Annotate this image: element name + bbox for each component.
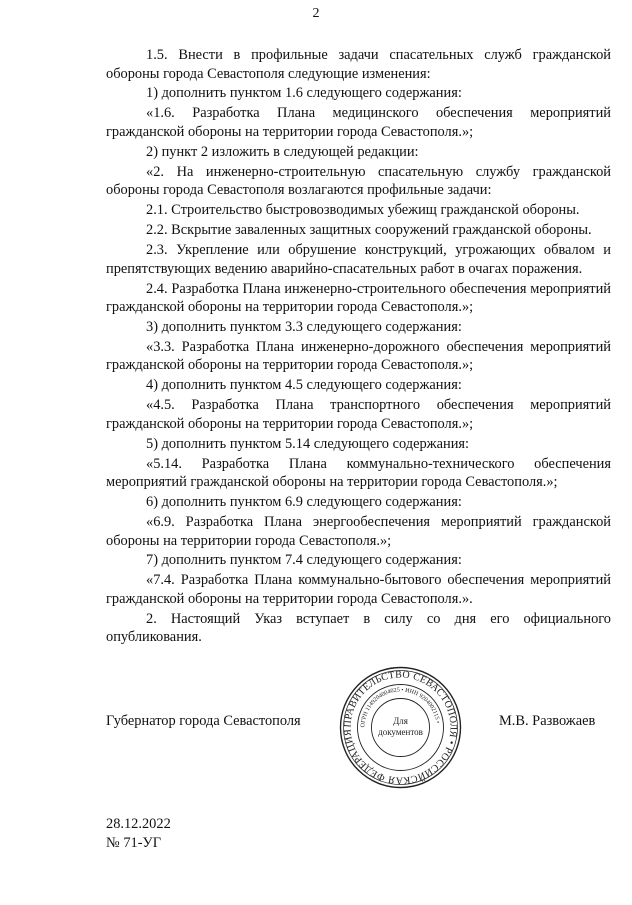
seal-center-line1: Для — [393, 716, 408, 726]
paragraph: 1.5. Внести в профильные задачи спасательных служб гражданской обороны города Севастополя следующие изменения: — [106, 47, 611, 82]
paragraph: 2.4. Разработка Плана инженерно-строительного обеспечения мероприятий гражданской обороны на территории города Севастополя.»; — [106, 280, 611, 316]
paragraph: 3) дополнить пунктом 3.3 следующего содержания: — [146, 318, 462, 335]
decree-body — [106, 46, 611, 648]
paragraph: «6.9. Разработка Плана энергообеспечения мероприятий гражданской обороны на территории города Севастополя.»; — [106, 514, 611, 549]
seal-outer-text: ПРАВИТЕЛЬСТВО СЕВАСТОПОЛЯ • РОССИЙСКАЯ ФЕДЕРАЦИЯ — [342, 669, 459, 786]
paragraph: 6) дополнить пунктом 6.9 следующего содержания: — [146, 494, 462, 511]
paragraph: 2.1. Строительство быстровозводимых убежищ гражданской обороны. — [146, 202, 580, 219]
paragraph: 2.2. Вскрытие заваленных защитных сооружений гражданской обороны. — [146, 222, 592, 239]
paragraph: 2) пункт 2 изложить в следующей редакции: — [146, 143, 419, 160]
signatory-title: Губернатор города Севастополя — [106, 713, 301, 729]
paragraph: «5.14. Разработка Плана коммунально-технического обеспечения мероприятий гражданской обороны на территории города Севастополя.»; — [106, 455, 611, 491]
paragraph: 4) дополнить пунктом 4.5 следующего содержания: — [146, 377, 462, 394]
document-date: 28.12.2022 — [106, 816, 171, 832]
document-number: № 71-УГ — [106, 835, 162, 851]
seal-inner-text: ОГРН 1149204004025 • ИНН 9204002115 • — [360, 687, 441, 728]
paragraph: 7) дополнить пунктом 7.4 следующего содержания: — [146, 552, 462, 569]
paragraph: 5) дополнить пунктом 5.14 следующего содержания: — [146, 435, 470, 452]
paragraph: «7.4. Разработка Плана коммунально-бытового обеспечения мероприятий гражданской обороны на территории города Севастополя.». — [106, 572, 611, 607]
paragraph: «2. На инженерно-строительную спасательную службу гражданской обороны города Севастополя возлагаются профильные задачи: — [106, 163, 611, 199]
paragraph: 1) дополнить пунктом 1.6 следующего содержания: — [146, 85, 462, 102]
paragraph: 2. Настоящий Указ вступает в силу со дня его официального опубликования. — [106, 610, 611, 646]
paragraph: «4.5. Разработка Плана транспортного обеспечения мероприятий гражданской обороны на территории города Севастополя.»; — [106, 397, 611, 432]
paragraph: «3.3. Разработка Плана инженерно-дорожного обеспечения мероприятий гражданской обороны на территории города Севастополя.»; — [106, 338, 611, 374]
official-seal — [338, 665, 463, 790]
page-number: 2 — [312, 6, 320, 21]
seal-center-line2: документов — [378, 727, 423, 737]
signatory-name: М.В. Развожаев — [499, 713, 596, 729]
paragraph: 2.3. Укрепление или обрушение конструкций, угрожающих обвалом и препятствующих ведению аварийно-спасательных работ в очагах поражения. — [106, 242, 611, 277]
paragraph: «1.6. Разработка Плана медицинского обеспечения мероприятий гражданской обороны на территории города Севастополя.»; — [106, 105, 611, 140]
